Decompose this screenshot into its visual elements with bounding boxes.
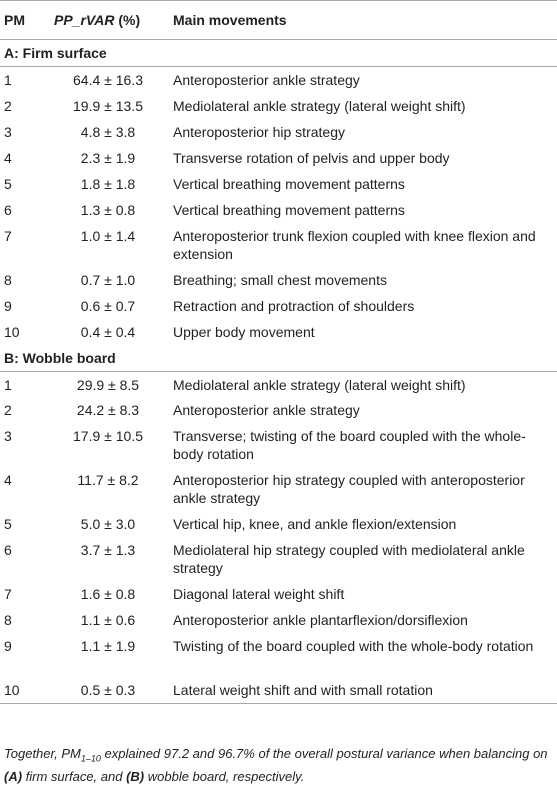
footnote-b: (B) [126,768,145,784]
table-row [0,423,557,467]
movement-cell: Mediolateral ankle strategy (lateral weight shift) [173,97,466,114]
footnote-part4: wobble board, respectively. [144,768,305,784]
table-row [0,607,557,633]
pm-cell: 6 [4,201,12,218]
section-title: B: Wobble board [0,345,557,372]
movement-cell: Transverse; twisting of the board coupled with the whole-body rotation [173,428,526,462]
pp-rvar-cell: 0.7 ± 1.0 [80,271,136,288]
pm-cell: 6 [4,542,12,558]
footnote-part1: Together, PM [4,746,81,761]
movement-cell: Anteroposterior ankle strategy [173,72,360,88]
movement-cell: Anteroposterior ankle strategy [173,402,360,418]
table-row [0,93,557,119]
pm-cell: 4 [4,149,12,166]
movement-cell: Lateral weight shift and with small rotation [168,677,557,703]
pm-cell: 1 [4,72,12,88]
pp-rvar-cell: 1.8 ± 1.8 [80,175,136,192]
pm-cell: 9 [4,638,12,654]
pp-rvar-cell: 1.0 ± 1.4 [80,227,136,244]
table-row [0,371,557,397]
movement-cell: Upper body movement [173,323,315,340]
pp-rvar-cell: 2.3 ± 1.9 [80,149,136,166]
pm-cell: 1 [4,376,12,393]
movement-cell: Vertical breathing movement patterns [173,201,405,218]
pm-cell: 7 [4,586,12,602]
movement-cell: Anteroposterior trunk flexion coupled with knee flexion and extension [173,227,536,262]
table-row [0,119,557,145]
movement-cell: Vertical hip, knee, and ankle flexion/extension [173,516,457,532]
pm-cell: 2 [4,97,12,114]
movement-cell: Anteroposterior hip strategy coupled with anteroposterior ankle strategy [173,472,525,506]
pp-rvar-cell: 64.4 ± 16.3 [73,72,143,88]
table-row [0,197,557,223]
movement-cell: Breathing; small chest movements [173,271,387,288]
pm-cell: 10 [0,677,48,703]
pp-rvar-cell: 5.0 ± 3.0 [80,516,136,532]
header-pm: PM [0,1,48,40]
table-row [0,171,557,197]
pp-rvar-cell: 19.9 ± 13.5 [73,97,143,114]
pm-cell: 8 [4,271,12,288]
table-row [0,67,557,93]
pp-rvar-cell: 1.3 ± 0.8 [80,201,136,218]
pm-cell: 3 [4,428,12,444]
pm-cell: 5 [4,516,12,532]
movement-cell: Anteroposterior ankle plantarflexion/dorsiflexion [173,612,468,628]
movement-cell: Mediolateral ankle strategy (lateral weight shift) [173,376,466,393]
table-row [0,511,557,537]
movement-cell: Twisting of the board coupled with the whole-body rotation [173,638,534,654]
section-header-row [0,345,557,372]
pm-cell: 9 [4,297,12,314]
movement-cell: Transverse rotation of pelvis and upper body [173,149,450,166]
header-row [0,1,557,40]
pp-rvar-cell: 1.1 ± 0.6 [80,612,136,628]
pp-rvar-cell: 24.2 ± 8.3 [76,402,140,418]
header-pp-rvar [48,1,168,40]
pp-rvar-cell: 29.9 ± 8.5 [76,376,140,393]
table-row [0,223,557,267]
pm-cell: 3 [4,123,12,140]
movement-cell: Retraction and protraction of shoulders [173,297,415,314]
pm-cell: 7 [4,227,12,244]
table-row [0,537,557,581]
pp-rvar-cell: 3.7 ± 1.3 [80,542,136,558]
header-pp-rvar-italic: PP_rVAR [54,12,115,28]
table-row [0,267,557,293]
pp-rvar-cell: 0.6 ± 0.7 [80,297,136,314]
pm-cell: 10 [4,323,20,340]
table-body [0,40,557,704]
table-row [0,319,557,345]
pm-cell: 4 [4,472,12,488]
table-row [0,633,557,677]
footnote-subscript: 1–10 [80,753,101,764]
header-pp-unit: (%) [114,12,141,28]
pm-cell: 8 [4,612,12,628]
movement-cell: Mediolateral hip strategy coupled with mediolateral ankle strategy [173,542,525,576]
table-footnote [4,745,552,786]
pp-rvar-cell: 11.7 ± 8.2 [77,472,139,488]
pm-cell: 2 [4,402,12,418]
footnote-part3: firm surface, and [22,768,127,784]
pp-rvar-cell: 0.5 ± 0.3 [48,677,168,703]
movement-cell: Diagonal lateral weight shift [173,586,345,602]
movement-cell: Vertical breathing movement patterns [173,175,405,192]
footnote-part2: explained 97.2 and 96.7% of the overall postural variance when balancing on [100,746,548,761]
pm-cell: 5 [4,175,12,192]
section-title: A: Firm surface [0,40,557,67]
table-row [0,677,557,703]
footnote-a: (A) [4,768,23,784]
pp-rvar-cell: 0.4 ± 0.4 [80,323,136,340]
table-row [0,145,557,171]
pp-rvar-cell: 17.9 ± 10.5 [73,428,143,444]
pp-rvar-cell: 1.1 ± 1.9 [80,638,136,654]
table-row [0,581,557,607]
table-row [0,397,557,423]
section-header-row [0,40,557,67]
pp-rvar-cell: 1.6 ± 0.8 [80,586,136,602]
header-main-movements: Main movements [168,1,557,40]
table-row [0,467,557,511]
table-row [0,293,557,319]
pp-rvar-cell: 4.8 ± 3.8 [80,123,136,140]
movement-cell: Anteroposterior hip strategy [173,123,345,140]
